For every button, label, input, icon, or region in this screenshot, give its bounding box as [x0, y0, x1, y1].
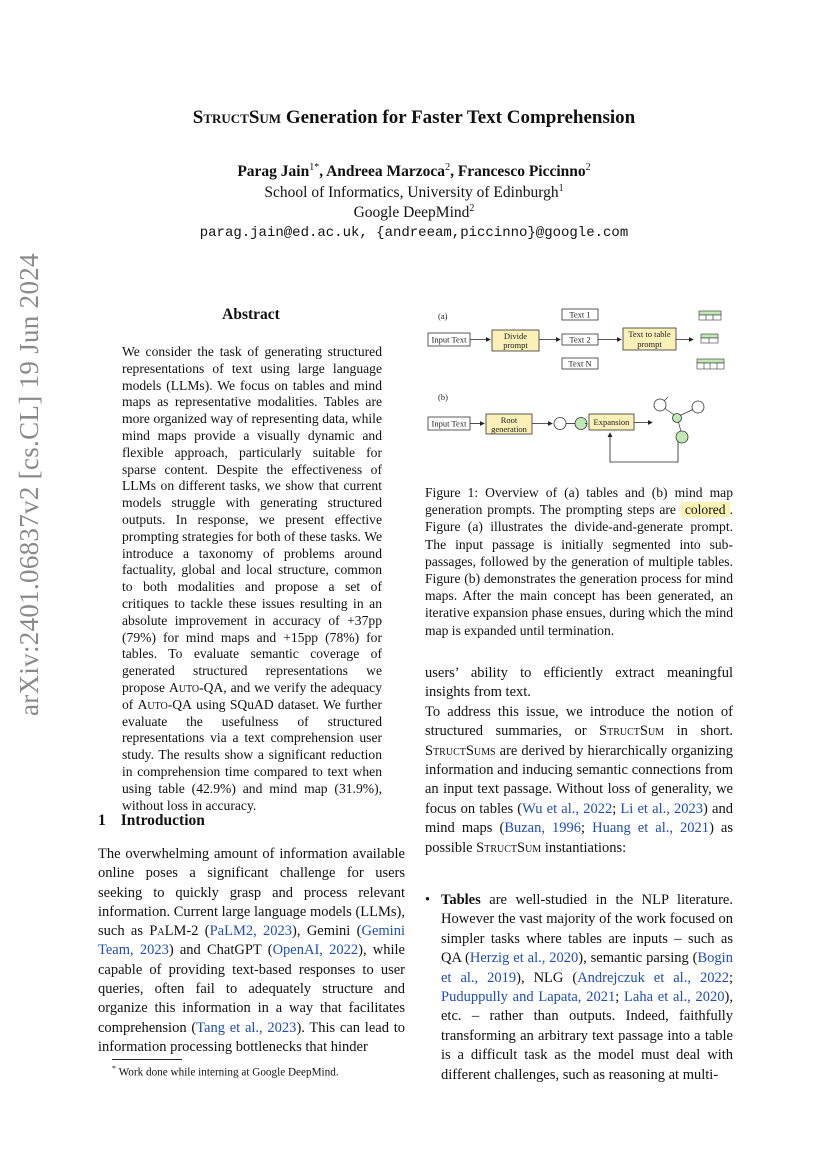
abstract-heading: Abstract	[222, 306, 280, 323]
figure-label-b: (b)	[438, 392, 448, 402]
footnote: * Work done while interning at Google DeepMind.	[112, 1064, 339, 1079]
affiliation-1: School of Informatics, University of Edinburgh$^1$	[264, 182, 564, 201]
citation-link[interactable]: Gemini Team, 2023	[98, 923, 405, 959]
table-icon	[701, 334, 718, 343]
svg-text:Expansion: Expansion	[593, 417, 630, 427]
svg-text:prompt: prompt	[637, 339, 662, 349]
svg-text:Input Text: Input Text	[431, 418, 467, 429]
affiliation-2: Google DeepMind$^2$	[353, 202, 475, 221]
svg-text:Divide: Divide	[503, 331, 528, 341]
colored-highlight: colored	[681, 502, 730, 517]
citation-link[interactable]: Buzan, 1996	[504, 820, 582, 837]
footnote-rule	[112, 1059, 182, 1060]
citation-link[interactable]: Tang et al., 2023	[196, 1019, 297, 1036]
feedback-loop-arrow	[610, 433, 678, 462]
svg-text:Text N: Text N	[568, 358, 592, 369]
citation-link[interactable]: Laha et al., 2020	[624, 989, 725, 1006]
arxiv-stamp: arXiv:2401.06837v2 [cs.CL] 19 Jun 2024	[14, 253, 44, 716]
bullet-item-tables: • Tables are well-studied in the NLP literature. However the vast majority of the work focused on simpler tasks where tables are inputs – such as QA (Herzig et al., 2020), semantic parsing (Bogin et al., 2019), NLG (Andrejczuk et al., 2022; Puduppully and Lapata, 2021; Laha et al., 2020), etc. – rather than outputs. Indeed, faithfully transforming an arbitrary text passage into a table is a difficult task as the model must deal with different challenges, such as reasoning at multi-	[425, 892, 733, 1083]
author-list: Parag Jain$^{1*}$, Andreea Marzoca$^2$, Francesco Piccinno$^2$	[237, 161, 591, 180]
svg-text:generation: generation	[491, 424, 527, 434]
author-emails[interactable]: parag.jain@ed.ac.uk, {andreeam,piccinno}@google.com	[199, 225, 629, 241]
introduction-body: The overwhelming amount of information available online poses a significant challenge for users seeking to quickly grasp and process relevant information. Current large language models (LLMs), such as PaLM-2 (PaLM2, 2023), Gemini (Gemini Team, 2023) and ChatGPT (OpenAI, 2022), while capable of providing text-based responses to user queries, often fail to adequately structure and organize this information in a way that facilitates comprehension (Tang et al., 2023). This can lead to information processing bottlenecks that hinder	[98, 846, 405, 1055]
section-heading-introduction: 1 Introduction	[98, 812, 205, 829]
mind-map-icon	[654, 397, 704, 443]
figure-label-a: (a)	[438, 311, 448, 321]
node-empty	[554, 418, 566, 430]
input-text-label-a: Input Text	[431, 334, 467, 345]
citation-link[interactable]: Bogin et al., 2019	[441, 950, 733, 986]
svg-text:Text to table: Text to table	[628, 329, 671, 339]
citation-link[interactable]: Li et al., 2023	[620, 800, 704, 817]
citation-link[interactable]: PaLM2, 2023	[209, 923, 293, 940]
svg-text:prompt: prompt	[503, 340, 528, 350]
svg-text:Text 1: Text 1	[569, 309, 591, 320]
bullet-mark: •	[425, 892, 431, 908]
paper-title: StructSum Generation for Faster Text Comprehension	[192, 107, 636, 128]
table-icon	[697, 359, 724, 369]
svg-text:Text 2: Text 2	[569, 334, 591, 345]
figure-1-diagram	[420, 305, 738, 470]
citation-link[interactable]: Herzig et al., 2020	[469, 950, 579, 967]
citation-link[interactable]: Wu et al., 2022	[522, 800, 613, 817]
citation-link[interactable]: Huang et al., 2021	[592, 820, 710, 837]
table-icon	[699, 311, 721, 320]
paragraph: To address this issue, we introduce the notion of structured summaries, or StructSum in short. StructSums are derived by hierarchically organizing information and inducing semantic connections from an input text passage. Without loss of generality, we focus on tables (Wu et al., 2022; Li et al., 2023) and mind maps (Buzan, 1996; Huang et al., 2021) as possible StructSum instantiations:	[425, 703, 734, 856]
svg-text:Root: Root	[500, 415, 518, 425]
citation-link[interactable]: Andrejczuk et al., 2022	[577, 969, 729, 986]
paragraph: users’ ability to efficiently extract meaningful insights from text.	[425, 665, 733, 701]
citation-link[interactable]: OpenAI, 2022	[272, 942, 359, 959]
right-column-body	[425, 664, 733, 858]
citation-link[interactable]: Puduppully and Lapata, 2021	[441, 989, 616, 1006]
abstract-body: We consider the task of generating structured representations of text using large language models (LLMs). We focus on tables and mind maps as representative modalities. Tables are more organized way of representing data, while mind maps provide a visually dynamic and flexible approach, particularly suitable for sparse content. Despite the effectiveness of LLMs on different tasks, we show that current models struggle with generating structured outputs. In response, we present effective prompting strategies for both of these tasks. We introduce a taxonomy of problems around factuality, global and local structure, common to both modalities and propose a set of critiques to tackle these issues resulting in an absolute improvement in accuracy of +37pp (79%) for mind maps and +15pp (78%) for tables. To evaluate semantic coverage of generated structured representations we propose Auto-QA, and we verify the adequacy of Auto-QA using SQuAD dataset. We further evaluate the usefulness of structured representations via a text comprehension user study. The results show a significant reduction in comprehension time compared to text when using table (42.9%) and mind map (31.9%), without loss in accuracy.	[122, 344, 382, 813]
figure-1-caption: Figure 1: Overview of (a) tables and (b) mind map generation prompts. The prompting steps are colored . Figure (a) illustrates the divide-and-generate prompt. The input passage is initially segmented into sub-passages, followed by the generation of multiple tables. Figure (b) demonstrates the generation process for mind maps. After the main concept has been generated, an iterative expansion phase ensues, during which the mind map is expanded until termination.	[425, 485, 733, 638]
